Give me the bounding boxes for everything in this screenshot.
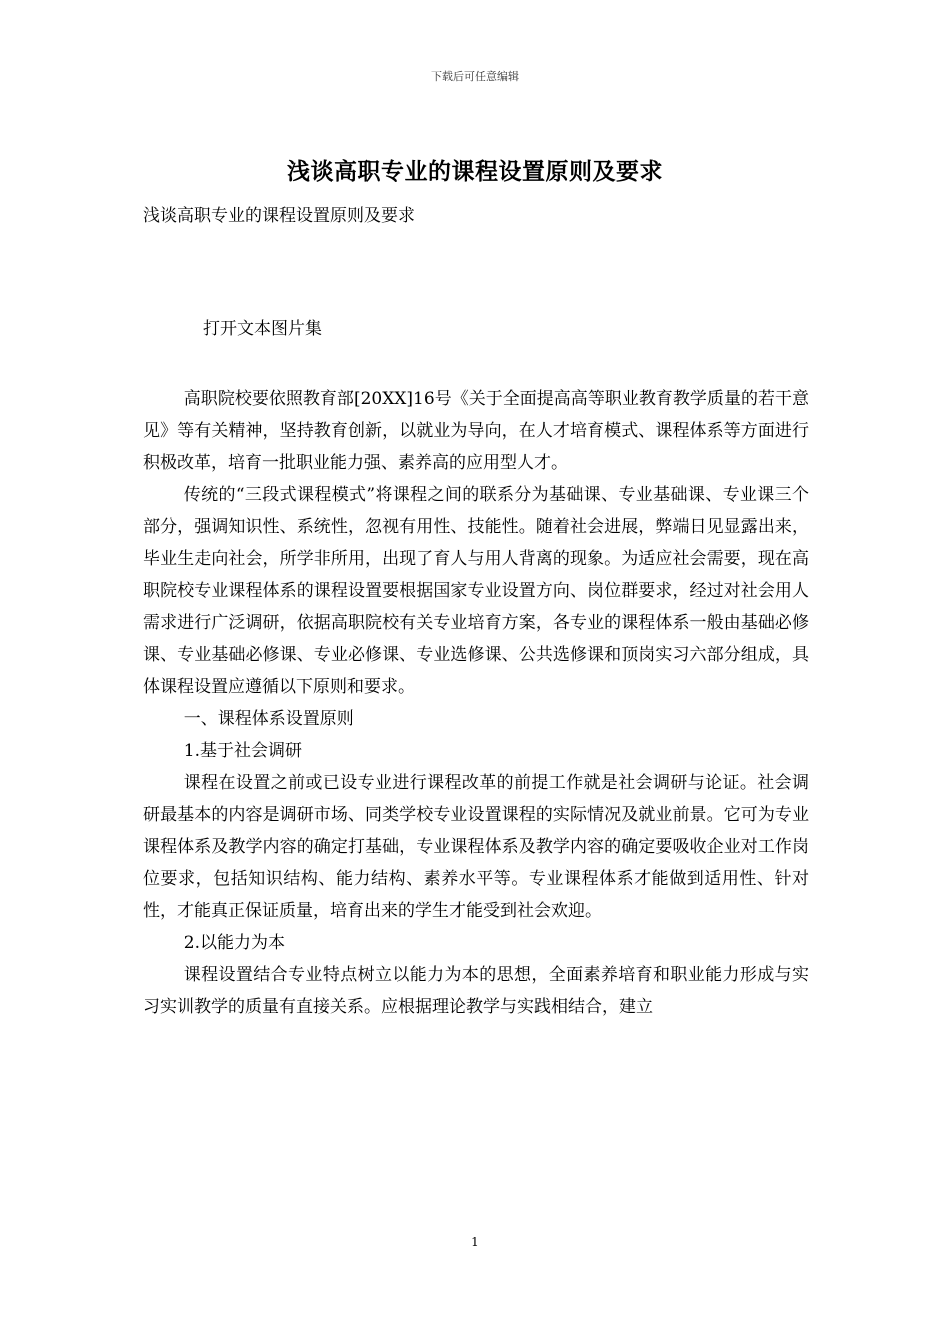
paragraph: 课程设置结合专业特点树立以能力为本的思想，全面素养培育和职业能力形成与实习实训教学的质量有直接关系。应根据理论教学与实践相结合，建立 — [143, 965, 809, 1017]
document-body — [143, 383, 809, 1023]
document-subtitle: 浅谈高职专业的课程设置原则及要求 — [143, 206, 415, 226]
page-number: 1 — [471, 1235, 479, 1249]
subsection-heading: 1.基于社会调研 — [183, 741, 303, 761]
document-title: 浅谈高职专业的课程设置原则及要求 — [287, 159, 663, 185]
paragraph: 课程在设置之前或已设专业进行课程改革的前提工作就是社会调研与论证。社会调研最基本的内容是调研市场、同类学校专业设置课程的实际情况及就业前景。它可为专业课程体系及教学内容的确定打基础，专业课程体系及教学内容的确定要吸收企业对工作岗位要求，包括知识结构、能力结构、素养水平等。专业课程体系才能做到适用性、针对性，才能真正保证质量，培育出来的学生才能受到社会欢迎。 — [143, 773, 809, 921]
paragraph: 高职院校要依照教育部[20XX]16号《关于全面提高高等职业教育教学质量的若干意见》等有关精神，坚持教育创新，以就业为导向，在人才培育模式、课程体系等方面进行积极改革，培育一批职业能力强、素养高的应用型人才。 — [143, 389, 809, 473]
subsection-heading: 2.以能力为本 — [183, 933, 286, 953]
paragraph: 传统的“三段式课程模式”将课程之间的联系分为基础课、专业基础课、专业课三个部分，强调知识性、系统性，忽视有用性、技能性。随着社会进展，弊端日见显露出来，毕业生走向社会，所学非所用，出现了育人与用人背离的现象。为适应社会需要，现在高职院校专业课程体系的课程设置要根据国家专业设置方向、岗位群要求，经过对社会用人需求进行广泛调研，依据高职院校有关专业培育方案，各专业的课程体系一般由基础必修课、专业基础必修课、专业必修课、专业选修课、公共选修课和顶岗实习六部分组成，具体课程设置应遵循以下原则和要求。 — [143, 485, 809, 697]
open-image-gallery-link[interactable]: 打开文本图片集 — [203, 319, 322, 339]
section-heading: 一、课程体系设置原则 — [183, 709, 354, 729]
header-note: 下载后可任意编辑 — [431, 70, 519, 83]
